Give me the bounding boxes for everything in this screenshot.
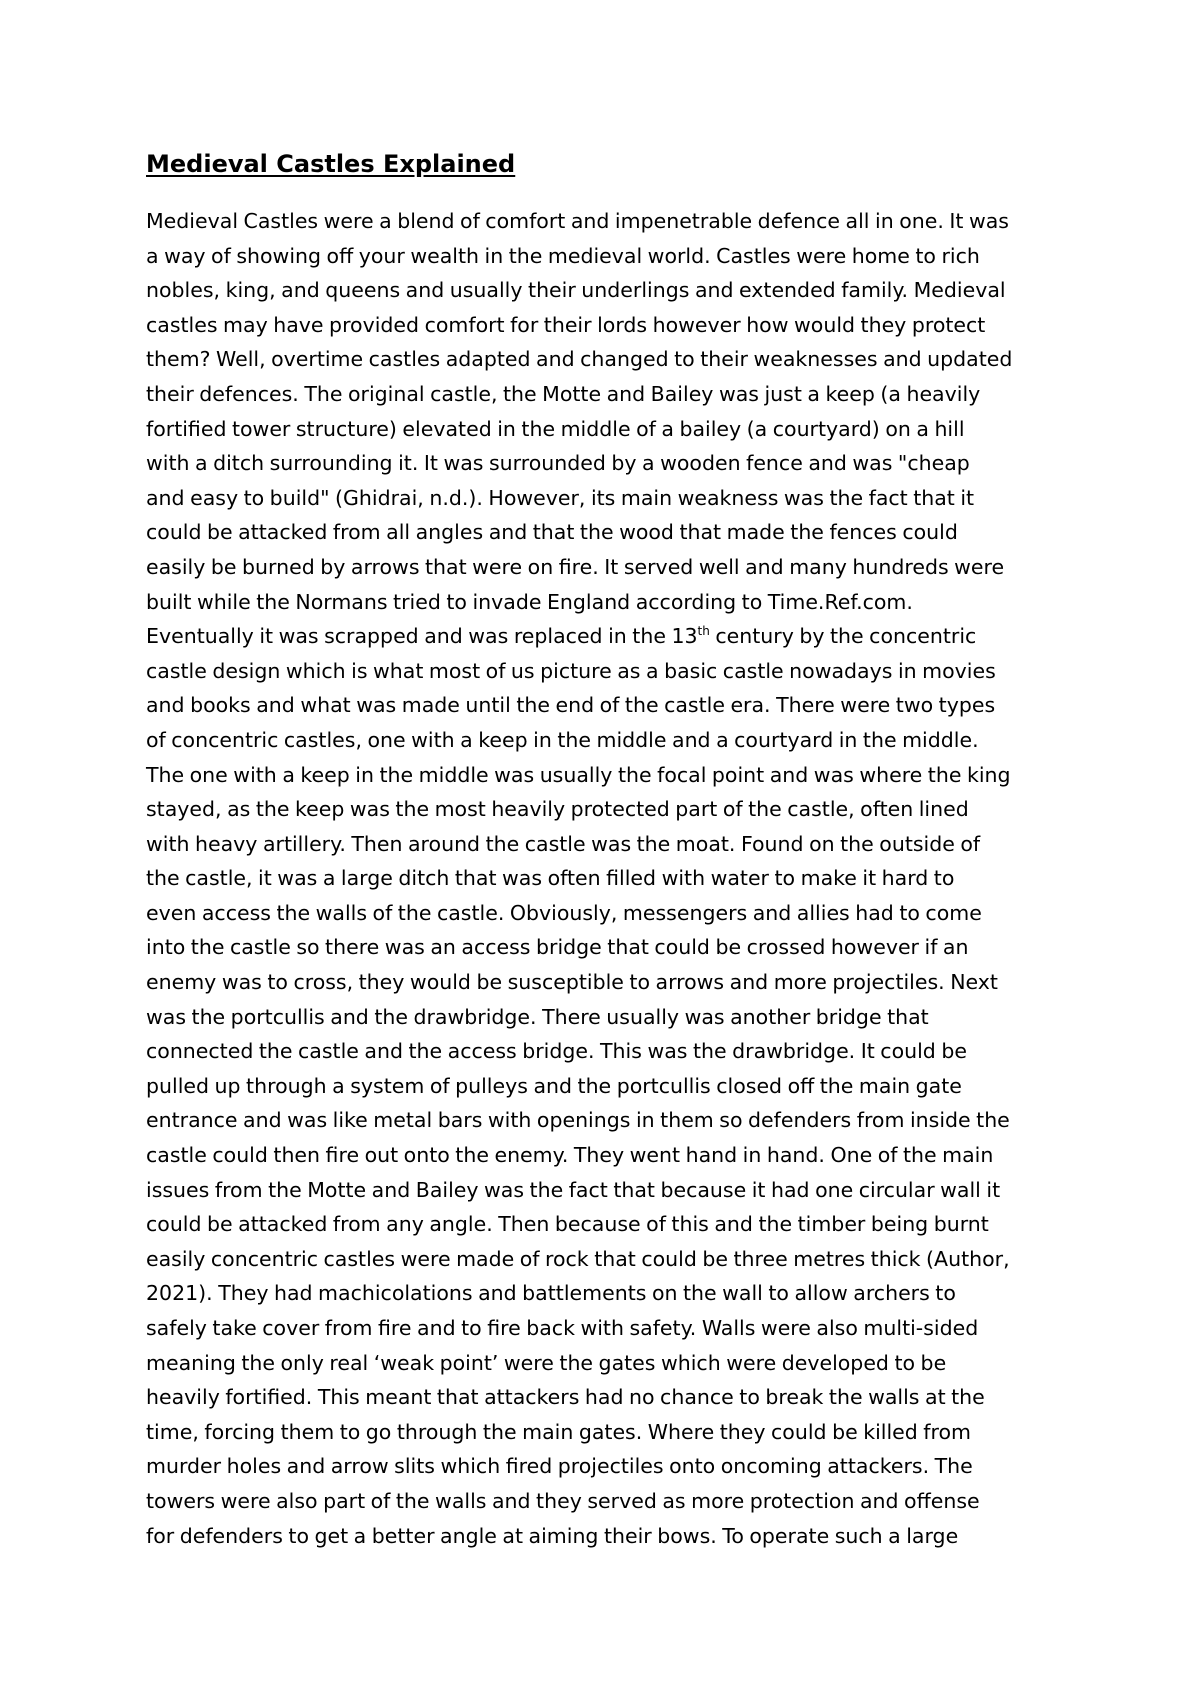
text-line: castles may have provided comfort for their lords however how would they protect — [146, 312, 986, 337]
text-line: time, forcing them to go through the main gates. Where they could be killed from — [146, 1419, 972, 1444]
text-line: issues from the Motte and Bailey was the fact that because it had one circular wall it — [146, 1177, 1001, 1202]
text-line: stayed, as the keep was the most heavily protected part of the castle, often lined — [146, 797, 969, 822]
text-line: fortified tower structure) elevated in the middle of a bailey (a courtyard) on a hill — [146, 416, 965, 441]
ordinal-superscript: th — [697, 624, 710, 639]
text-line: and easy to build" (Ghidrai, n.d.). However, its main weakness was the fact that it — [146, 485, 975, 510]
text-line: the castle, it was a large ditch that was often filled with water to make it hard to — [146, 866, 955, 891]
text-line: a way of showing off your wealth in the medieval world. Castles were home to rich — [146, 243, 980, 268]
text-line: nobles, king, and queens and usually their underlings and extended family. Medieval — [146, 278, 1006, 303]
text-line: 2021). They had machicolations and battlements on the wall to allow archers to — [146, 1281, 956, 1306]
text-line: meaning the only real ‘weak point’ were the gates which were developed to be — [146, 1350, 947, 1375]
text-line: The one with a keep in the middle was usually the focal point and was where the king — [146, 762, 1011, 787]
text-line: heavily fortified. This meant that attackers had no chance to break the walls at the — [146, 1385, 985, 1410]
body-paragraph — [146, 204, 1066, 1553]
text-line: easily be burned by arrows that were on fire. It served well and many hundreds were — [146, 554, 1005, 579]
text-line: entrance and was like metal bars with openings in them so defenders from inside the — [146, 1108, 1010, 1133]
text-line: towers were also part of the walls and they served as more protection and offense — [146, 1488, 980, 1513]
text-line: even access the walls of the castle. Obviously, messengers and allies had to come — [146, 900, 982, 925]
text-line: castle design which is what most of us picture as a basic castle nowadays in movies — [146, 658, 996, 683]
text-line — [146, 619, 1066, 654]
text-line: connected the castle and the access bridge. This was the drawbridge. It could be — [146, 1039, 967, 1064]
text-line: Medieval Castles were a blend of comfort and impenetrable defence all in one. It was — [146, 209, 1009, 233]
document-title: Medieval Castles Explained — [146, 150, 516, 178]
text-line: of concentric castles, one with a keep in the middle and a courtyard in the middle. — [146, 727, 979, 752]
text-line: with a ditch surrounding it. It was surrounded by a wooden fence and was "cheap — [146, 451, 970, 476]
text-line: could be attacked from all angles and that the wood that made the fences could — [146, 520, 958, 545]
text-line: with heavy artillery. Then around the castle was the moat. Found on the outside of — [146, 831, 981, 856]
text-line: was the portcullis and the drawbridge. There usually was another bridge that — [146, 1004, 929, 1029]
text-line: murder holes and arrow slits which fired projectiles onto oncoming attackers. The — [146, 1454, 973, 1479]
text-segment: century by the concentric — [709, 624, 977, 649]
text-line: built while the Normans tried to invade England according to Time.Ref.com. — [146, 589, 913, 614]
text-line: enemy was to cross, they would be susceptible to arrows and more projectiles. Next — [146, 970, 998, 995]
text-line: into the castle so there was an access bridge that could be crossed however if an — [146, 935, 969, 960]
text-segment: Eventually it was scrapped and was replaced in the 13 — [146, 624, 698, 649]
text-line: them? Well, overtime castles adapted and changed to their weaknesses and updated — [146, 347, 1013, 372]
text-line: and books and what was made until the end of the castle era. There were two types — [146, 693, 996, 718]
text-line: could be attacked from any angle. Then because of this and the timber being burnt — [146, 1212, 989, 1237]
text-line: their defences. The original castle, the Motte and Bailey was just a keep (a heavily — [146, 381, 981, 406]
text-line: safely take cover from fire and to fire back with safety. Walls were also multi-sided — [146, 1316, 979, 1340]
text-line: pulled up through a system of pulleys and the portcullis closed off the main gate — [146, 1073, 962, 1098]
text-line: easily concentric castles were made of rock that could be three metres thick (Author, — [146, 1246, 1010, 1271]
text-line: castle could then fire out onto the enemy. They went hand in hand. One of the main — [146, 1143, 994, 1168]
text-line: for defenders to get a better angle at aiming their bows. To operate such a large — [146, 1523, 959, 1548]
